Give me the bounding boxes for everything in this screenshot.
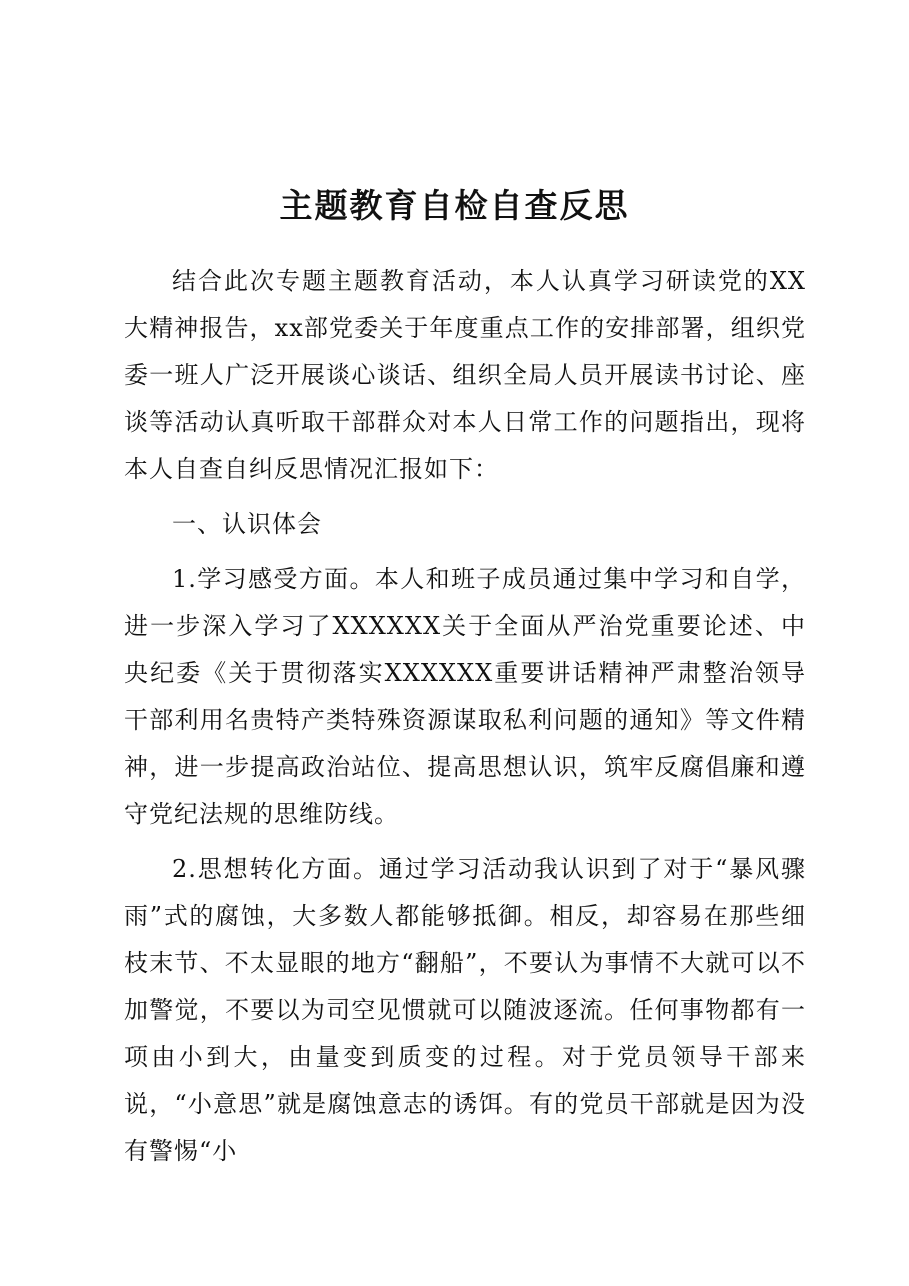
paragraph-learning: 1.学习感受方面。本人和班子成员通过集中学习和自学，进一步深入学习了XXXXXX关于全面从严治党重要论述、中央纪委《关于贯彻落实XXXXXX重要讲话精神严肃整治领导干部利用名贵特产类特殊资源谋取私利问题的通知》等文件精神，进一步提高政治站位、提高思想认识，筑牢反腐倡廉和遵守党纪法规的思维防线。: [124, 565, 806, 828]
document-title: 主题教育自检自查反思: [279, 186, 630, 225]
document-body: [124, 258, 806, 1175]
paragraph-intro: 结合此次专题主题教育活动，本人认真学习研读党的XX大精神报告，xx部党委关于年度重点工作的安排部署，组织党委一班人广泛开展谈心谈话、组织全局人员开展读书讨论、座谈等活动认真听取干部群众对本人日常工作的问题指出，现将本人自查自纠反思情况汇报如下：: [124, 267, 806, 483]
section-heading-understanding: 一、认识体会: [172, 510, 322, 538]
paragraph-thinking: 2.思想转化方面。通过学习活动我认识到了对于“暴风骤雨”式的腐蚀，大多数人都能够抵御。相反，却容易在那些细枝末节、不太显眼的地方“翻船”，不要认为事情不大就可以不加警觉，不要以为司空见惯就可以随波逐流。任何事物都有一项由小到大，由量变到质变的过程。对于党员领导干部来说，“小意思”就是腐蚀意志的诱饵。有的党员干部就是因为没有警惕“小: [124, 855, 806, 1165]
